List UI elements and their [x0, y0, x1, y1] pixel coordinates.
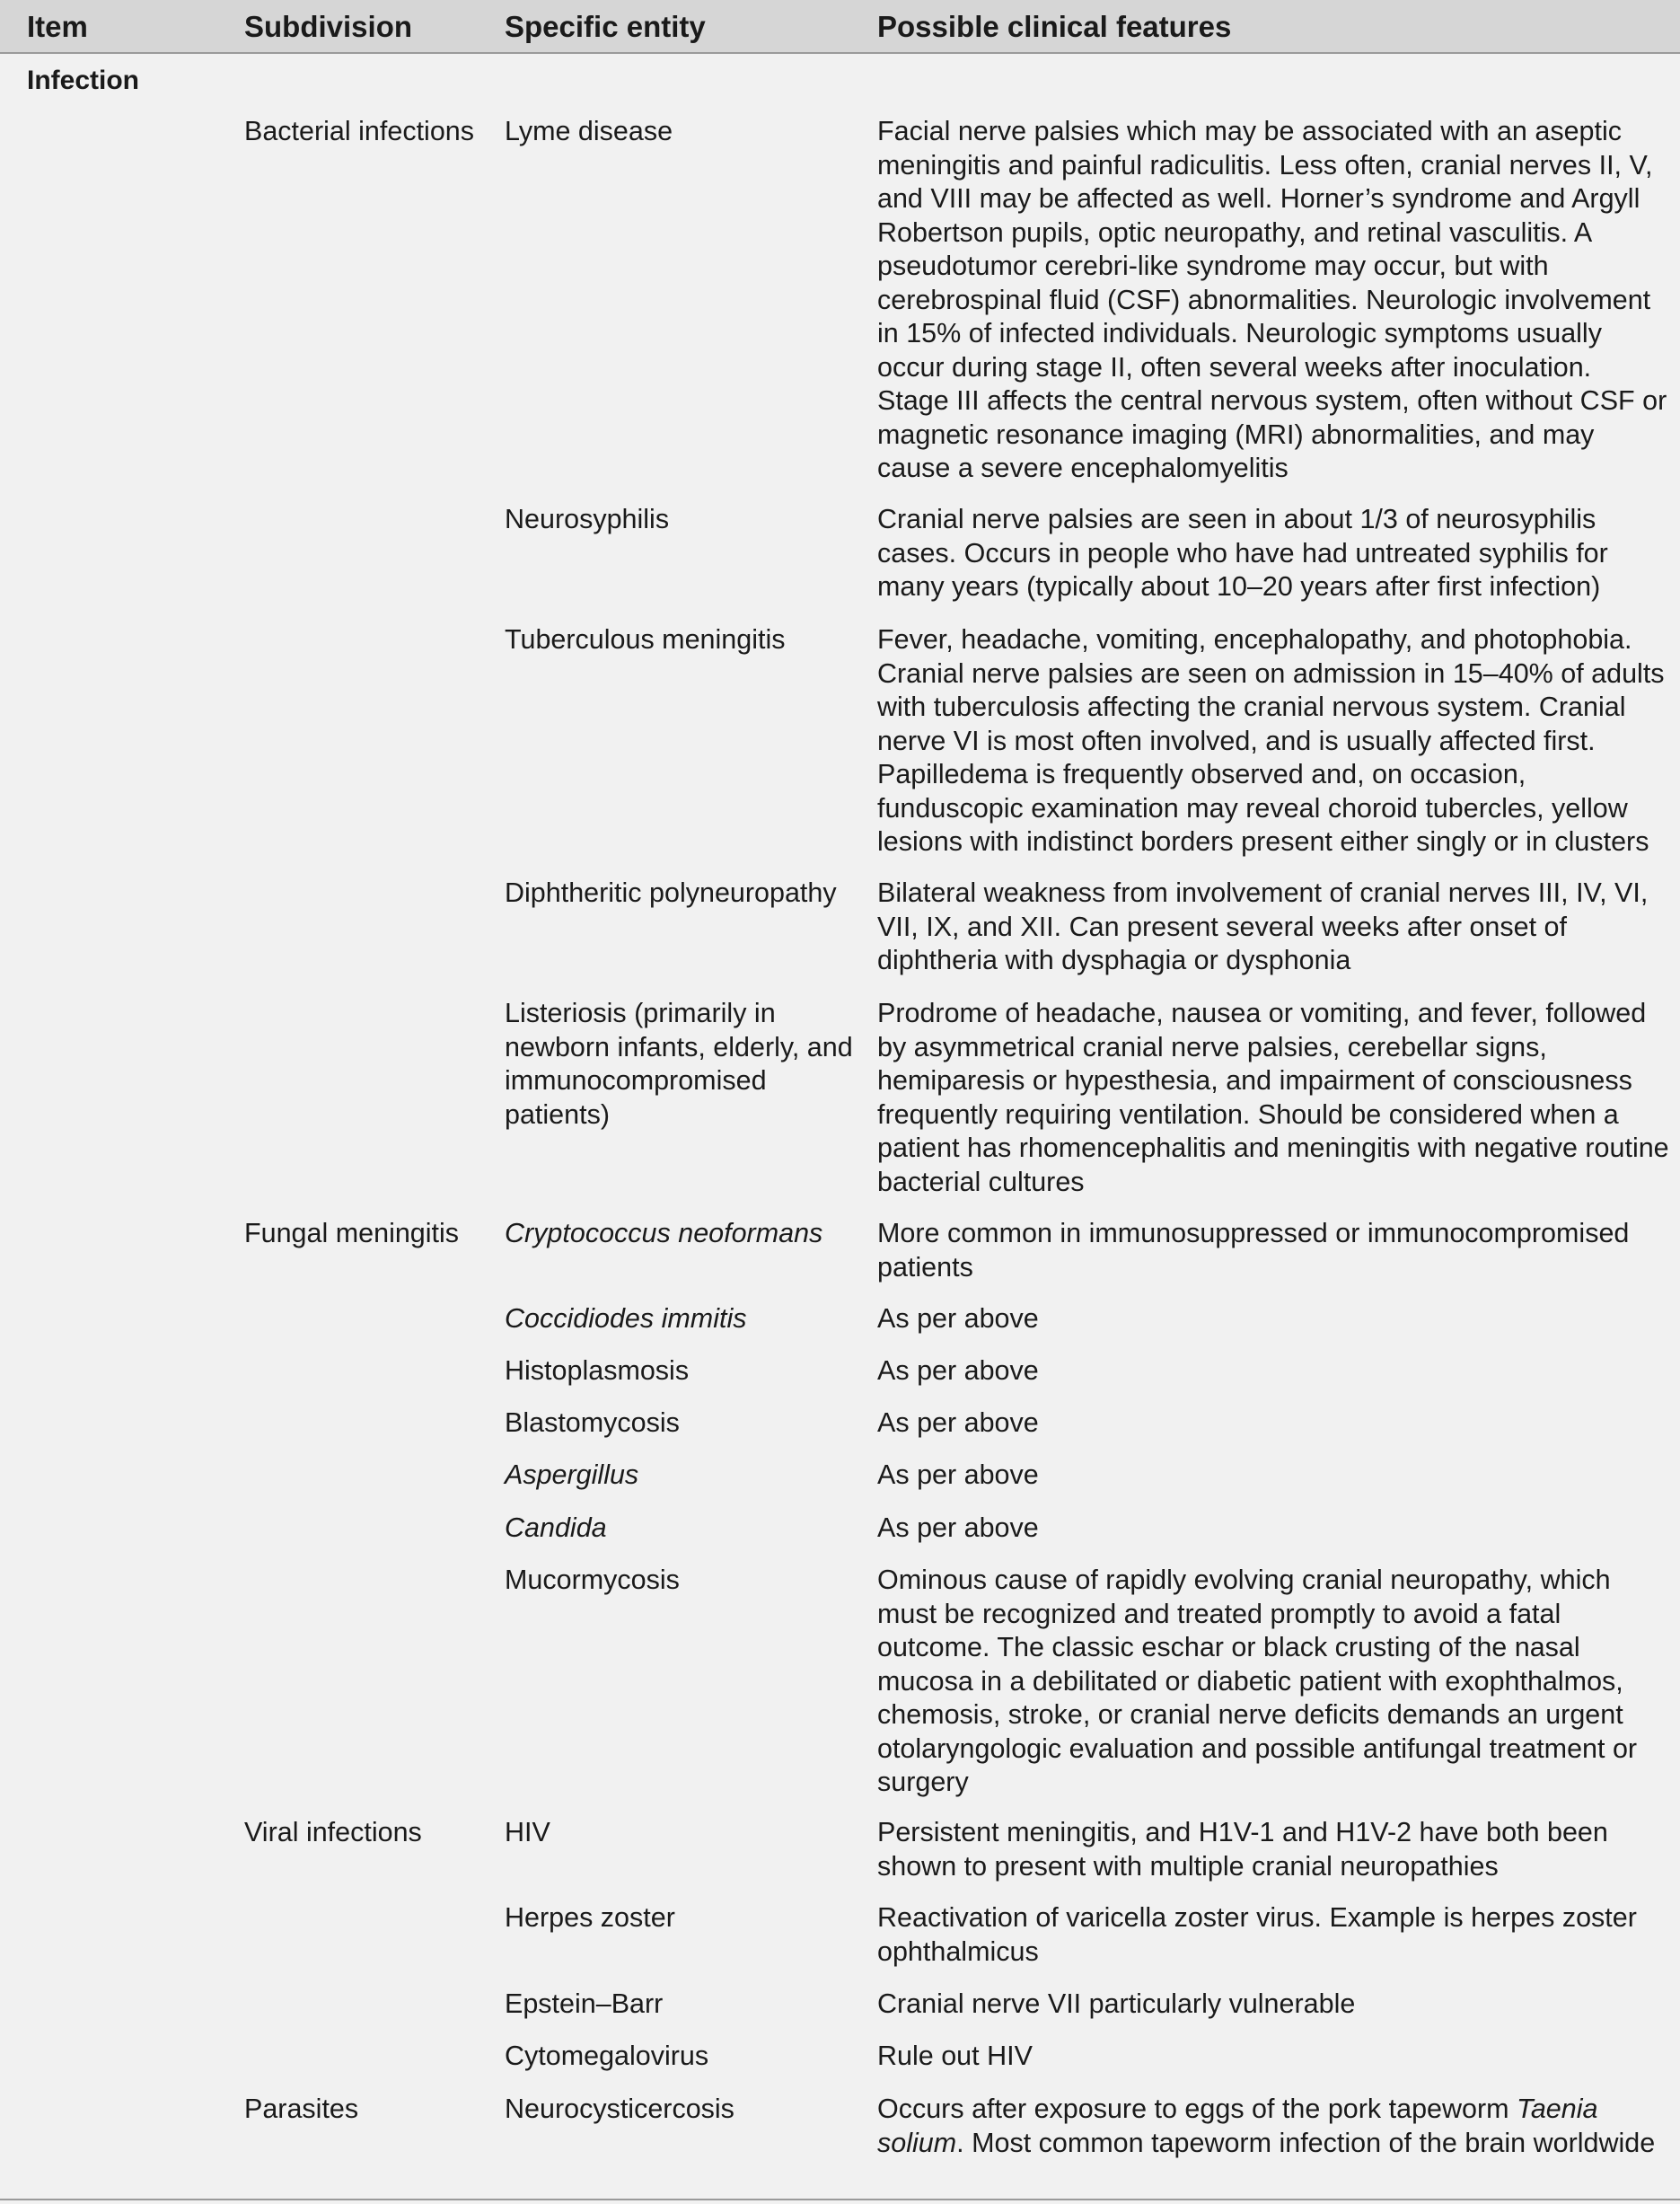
row-entity: Blastomycosis [505, 1407, 680, 1438]
row-entity: Histoplasmosis [505, 1355, 690, 1386]
row-features: Prodrome of headache, nausea or vomiting, and fever, followed by asymmetrical cranial nerve palsies, cerebellar signs, hemiparesis or hypesthesia, and impairment of consciousness frequently requiring ventilation. Should be considered when a patient has rhomencephalitis and meningitis with negative routine bacterial cultures [877, 998, 1669, 1197]
species-name: Taenia solium [877, 2094, 1598, 2158]
row-features: As per above [877, 1459, 1039, 1490]
row-entity: Epstein–Barr [505, 1988, 664, 2019]
row-features: Bilateral weakness from involvement of cranial nerves III, IV, VI, VII, IX, and XII. Can present several weeks after onset of diphtheria with dysphagia or dysphonia [877, 877, 1649, 975]
row-entity: Candida [505, 1512, 607, 1543]
row-features: As per above [877, 1303, 1039, 1334]
row-entity: Herpes zoster [505, 1902, 675, 1933]
header-subdivision: Subdivision [244, 10, 413, 43]
row-subdivision: Fungal meningitis [244, 1218, 460, 1248]
row-entity: Neurocysticercosis [505, 2094, 734, 2124]
features-text: Occurs after exposure to eggs of the pork tapeworm [877, 2094, 1517, 2124]
row-entity: Cryptococcus neoformans [505, 1218, 823, 1248]
header-item: Item [27, 10, 88, 43]
row-features: Ominous cause of rapidly evolving cranial neuropathy, which must be recognized and treated promptly to avoid a fatal outcome. The classic eschar or black crusting of the nasal mucosa in a debilitated or diabetic patient with exophthalmos, chemosis, stroke, or cranial nerve deficits demands an urgent otolaryngologic evaluation and possible antifungal treatment or surgery [877, 1565, 1638, 1797]
table-header [0, 0, 1680, 54]
row-features: Fever, headache, vomiting, encephalopathy, and photophobia. Cranial nerve palsies are seen on admission in 15–40% of adults with tuberculosis affecting the cranial nervous system. Cranial nerve VI is most often involved, and is usually affected first. Papilledema is frequently observed and, on occasion, funduscopic examination may reveal choroid tubercles, yellow lesions with indistinct borders present either singly or in clusters [877, 624, 1665, 857]
row-entity: Mucormycosis [505, 1565, 680, 1595]
header-features: Possible clinical features [877, 10, 1232, 43]
row-features: Cranial nerve palsies are seen in about 1/3 of neurosyphilis cases. Occurs in people who have had untreated syphilis for many years (typically about 10–20 years after first infection) [877, 504, 1608, 602]
row-features: As per above [877, 1512, 1039, 1543]
row-subdivision: Parasites [244, 2094, 359, 2124]
row-entity: Lyme disease [505, 116, 673, 146]
row-features: Persistent meningitis, and H1V-1 and H1V-2 have both been shown to present with multiple cranial neuropathies [877, 1817, 1608, 1882]
row-features: Facial nerve palsies which may be associated with an aseptic meningitis and painful radiculitis. Less often, cranial nerves II, V, and VIII may be affected as well. Horner’s syndrome and Argyll Robertson pupils, optic neuropathy, and retinal vasculitis. A pseudotumor cerebri-like syndrome may occur, but with cerebrospinal fluid (CSF) abnormalities. Neurologic involvement in 15% of infected individuals. Neurologic symptoms usually occur during stage II, often several weeks after inoculation. Stage III affects the central nervous system, often without CSF or magnetic resonance imaging (MRI) abnormalities, and may cause a severe encephalomyelitis [877, 116, 1667, 483]
row-features: Reactivation of varicella zoster virus. Example is herpes zoster ophthalmicus [877, 1902, 1637, 1967]
row-entity: Listeriosis (primarily in newborn infants, elderly, and immunocompromised patients) [505, 998, 853, 1130]
row-features: As per above [877, 1407, 1039, 1438]
row-entity: Neurosyphilis [505, 504, 670, 534]
row-entity: HIV [505, 1817, 550, 1847]
row-entity: Cytomegalovirus [505, 2041, 709, 2071]
header-entity: Specific entity [505, 10, 706, 43]
row-entity: Tuberculous meningitis [505, 624, 786, 655]
row-features: Cranial nerve VII particularly vulnerable [877, 1988, 1356, 2019]
row-entity: Aspergillus [505, 1459, 639, 1490]
row-features: As per above [877, 1355, 1039, 1386]
row-entity: Diphtheritic polyneuropathy [505, 877, 837, 908]
table-bottom-rule [0, 2199, 1680, 2200]
row-entity: Coccidiodes immitis [505, 1303, 747, 1334]
row-features: More common in immunosuppressed or immunocompromised patients [877, 1218, 1630, 1283]
row-subdivision: Viral infections [244, 1817, 422, 1847]
row-subdivision: Bacterial infections [244, 116, 474, 146]
features-text: . Most common tapeworm infection of the brain worldwide [956, 2127, 1656, 2158]
row-features: Rule out HIV [877, 2041, 1033, 2071]
row-features [877, 2093, 1669, 2160]
section-title-infection: Infection [27, 66, 139, 95]
